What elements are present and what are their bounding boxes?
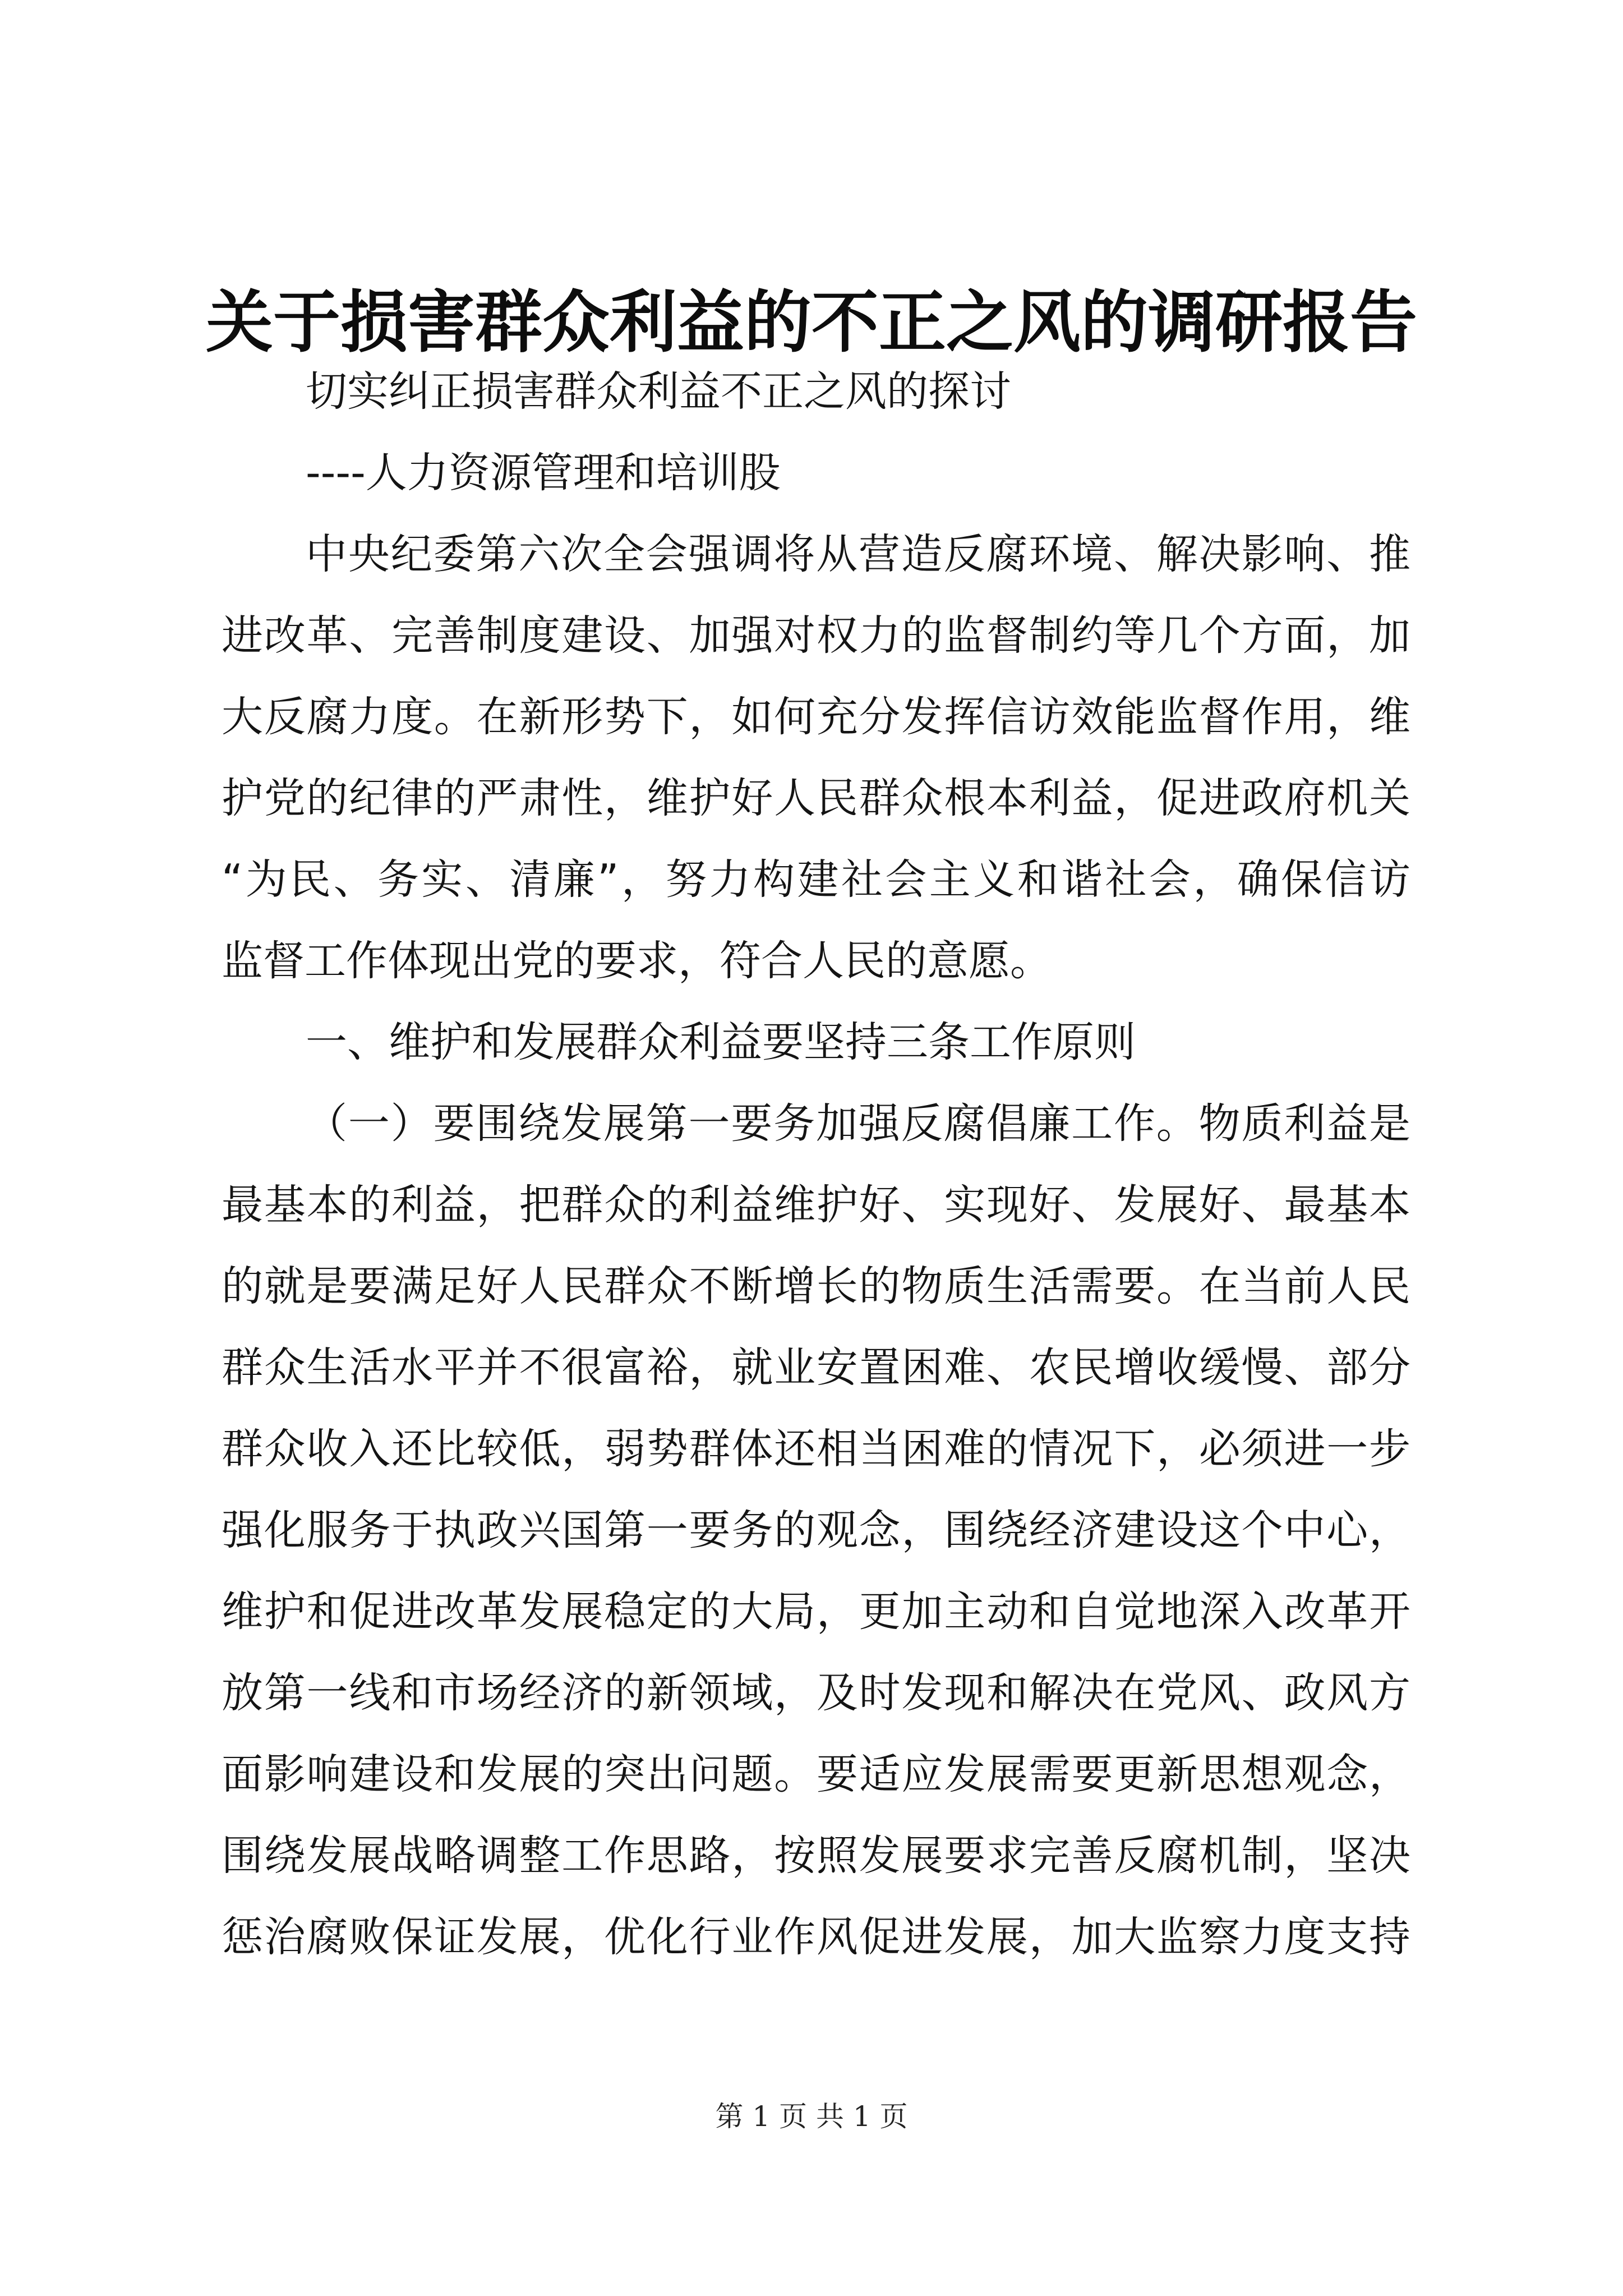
body-line: 一、维护和发展群众利益要坚持三条工作原则 [306, 1018, 1136, 1066]
body-line: （一）要围绕发展第一要务加强反腐倡廉工作。物质利益是 [306, 1099, 1410, 1148]
body-line: 放第一线和市场经济的新领域，及时发现和解决在党风、政风方 [222, 1669, 1410, 1717]
body-line: 群众生活水平并不很富裕，就业安置困难、农民增收缓慢、部分 [222, 1343, 1410, 1392]
body-line: 惩治腐败保证发展，优化行业作风促进发展，加大监察力度支持 [222, 1913, 1410, 1961]
body-line: 护党的纪律的严肃性，维护好人民群众根本利益，促进政府机关 [222, 774, 1410, 822]
page-footer: 第 1 页 共 1 页 [715, 2100, 908, 2133]
body-line: 面影响建设和发展的突出问题。要适应发展需要更新思想观念， [222, 1750, 1410, 1798]
body-line: “为民、务实、清廉”，努力构建社会主义和谐社会，确保信访 [222, 855, 1410, 904]
body-line: 围绕发展战略调整工作思路，按照发展要求完善反腐机制，坚决 [222, 1832, 1410, 1880]
body-line: 群众收入还比较低，弱势群体还相当困难的情况下，必须进一步 [222, 1425, 1410, 1473]
body-line: 强化服务于执政兴国第一要务的观念，围绕经济建设这个中心， [222, 1506, 1410, 1554]
body-line: 监督工作体现出党的要求，符合人民的意愿。 [222, 937, 1052, 985]
body-line: ----人力资源管理和培训股 [306, 449, 781, 497]
document-body [222, 351, 1410, 1978]
body-line: 切实纠正损害群众利益不正之风的探讨 [306, 367, 1011, 416]
body-line: 进改革、完善制度建设、加强对权力的监督制约等几个方面，加 [222, 611, 1410, 660]
body-line: 最基本的利益，把群众的利益维护好、实现好、发展好、最基本 [222, 1181, 1410, 1229]
body-line: 中央纪委第六次全会强调将从营造反腐环境、解决影响、推 [306, 530, 1410, 578]
body-line: 大反腐力度。在新形势下，如何充分发挥信访效能监督作用，维 [222, 693, 1410, 741]
document-title: 关于损害群众利益的不正之风的调研报告 [206, 283, 1417, 362]
body-line: 的就是要满足好人民群众不断增长的物质生活需要。在当前人民 [222, 1262, 1410, 1310]
body-line: 维护和促进改革发展稳定的大局，更加主动和自觉地深入改革开 [222, 1588, 1410, 1636]
